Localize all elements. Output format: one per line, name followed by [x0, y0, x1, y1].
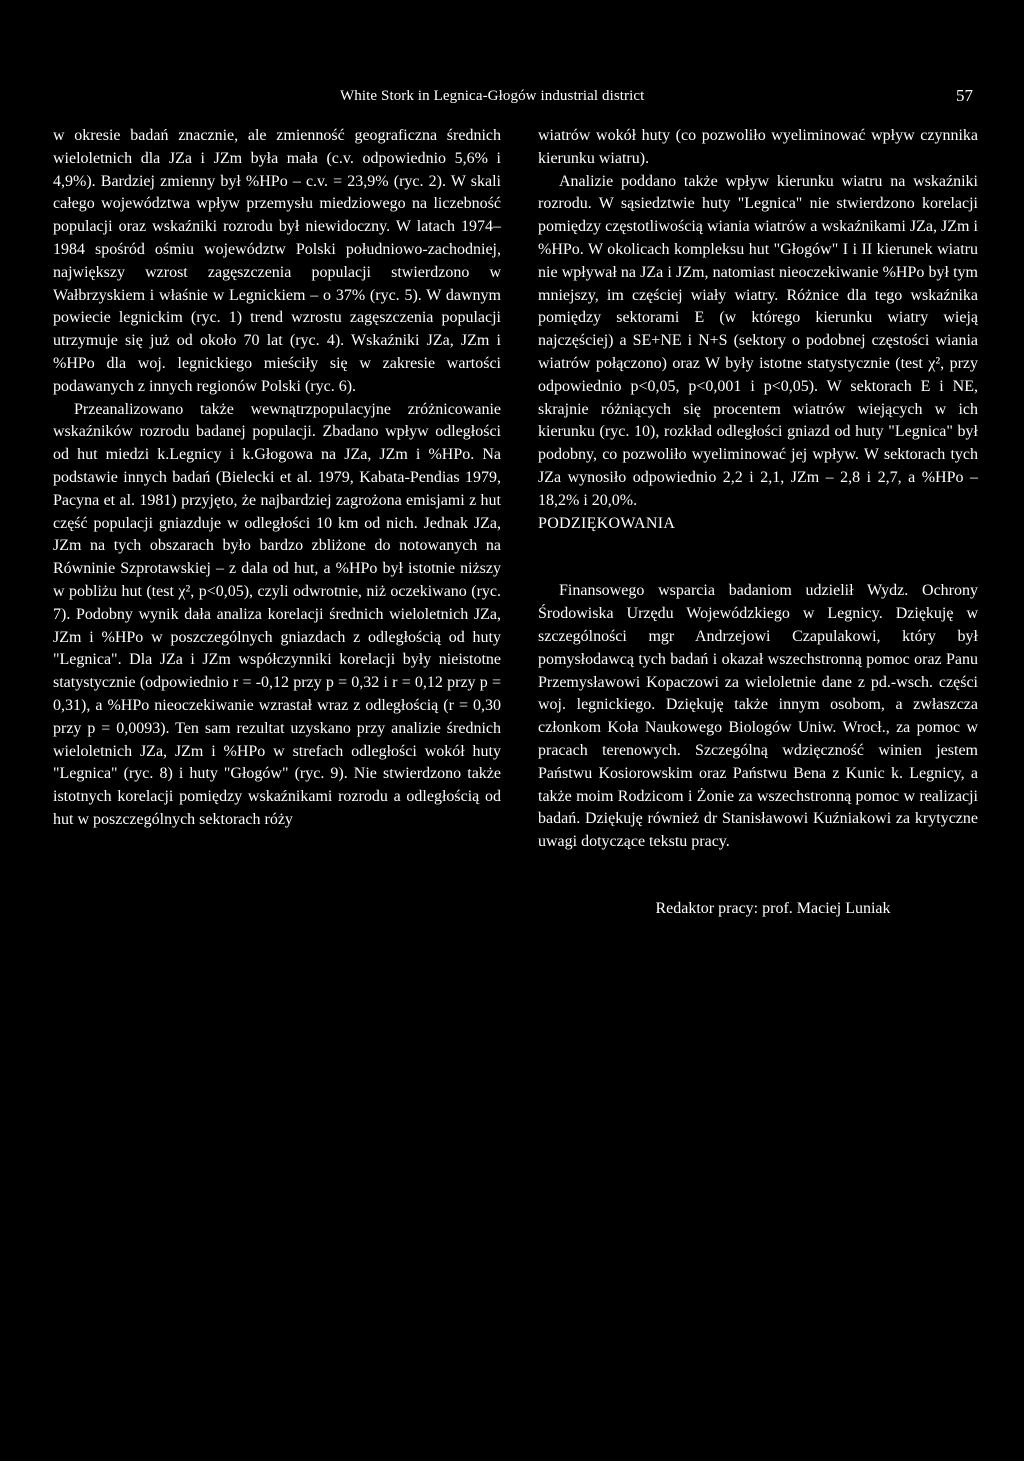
body-paragraph: w okresie badań znacznie, ale zmienność geograficzna średnich wieloletnich dla JZa i JZm była mała (c.v. odpowiednio 5,6% i 4,9%). Bardziej zmienny był %HPo – c.v. = 23,9% (ryc. 2). W skali całego województwa wpływ przemysłu miedziowego na liczebność populacji oraz wskaźniki rozrodu był niewidoczny. W latach 1974–1984 spośród ośmiu województw Polski południowo-zachodniej, największy wzrost zagęszczenia populacji stwierdzono w Wałbrzyskiem i właśnie w Legnickiem – o 37% (ryc. 5). W dawnym powiecie legnickim (ryc. 1) trend wzrostu zagęszczenia populacji utrzymuje się już od około 70 lat (ryc. 4). Wskaźniki JZa, JZm i %HPo dla woj. legnickiego mieściły się w zakresie wartości podawanych z innych regionów Polski (ryc. 6).	[53, 127, 501, 395]
running-head: White Stork in Legnica-Głogów industrial district	[340, 88, 645, 104]
editor-line: Redaktor pracy: prof. Maciej Luniak	[655, 899, 891, 917]
page-number: 57	[956, 86, 973, 105]
section-heading: PODZIĘKOWANIA	[538, 514, 676, 532]
body-paragraph: wiatrów wokół huty (co pozwoliło wyeliminować wpływ czynnika kierunku wiatru).	[538, 127, 978, 167]
acknowledgements-paragraph: Finansowego wsparcia badaniom udzielił Wydz. Ochrony Środowiska Urzędu Wojewódzkiego w Legnicy. Dziękuję w szczególności mgr Andrzejowi Czapulakowi, który był pomysłodawcą tych badań i okazał wszechstronną pomoc oraz Panu Przemysławowi Kopaczowi za wieloletnie dane z pd.-wsch. części woj. legnickiego. Dziękuję także innym osobom, a zwłaszcza członkom Koła Naukowego Biologów Uniw. Wrocł., za pomoc w pracach terenowych. Szczególną wdzięczność winien jestem Państwu Kosiorowskim oraz Państwu Bena z Kunic k. Legnicy, a także moim Rodzicom i Żonie za wszechstronną pomoc w realizacji badań. Dziękuję również dr Stanisławowi Kuźniakowi za krytyczne uwagi dotyczące tekstu pracy.	[538, 582, 978, 851]
body-paragraph: Analizie poddano także wpływ kierunku wiatru na wskaźniki rozrodu. W sąsiedztwie huty "Legnica" nie stwierdzono korelacji pomiędzy częstotliwością wiania wiatrów a wskaźnikami JZa, JZm i %HPo. W okolicach kompleksu hut "Głogów" I i II kierunek wiatru nie wpływał na JZa i JZm, natomiast nieoczekiwanie %HPo był tym mniejszy, im częściej wiały wiatry. Różnice dla tego wskaźnika pomiędzy sektorami E (w którego kierunku wiatry wieją najczęściej) a SE+NE i N+S (sektory o podobnej częstości wiania wiatrów połączono) oraz W były istotne statystycznie (test χ², przy odpowiednio p<0,05, p<0,001 i p<0,05). W sektorach E i NE, skrajnie różniących się procentem wiatrów wiejących w ich kierunku (ryc. 10), rozkład odległości gniazd od huty "Legnica" był podobny, co pozwoliło wyeliminować jej wpływ. W sektorach tych JZa wynosiło odpowiednio 2,2 i 2,1, JZm – 2,8 i 2,7, a %HPo – 18,2% i 20,0%.	[538, 172, 978, 509]
left-column	[53, 125, 501, 832]
body-paragraph: Przeanalizowano także wewnątrzpopulacyjne zróżnicowanie wskaźników rozrodu badanej populacji. Zbadano wpływ odległości od hut miedzi k.Legnicy i k.Głogowa na JZa, JZm i %HPo. Na podstawie innych badań (Bielecki et al. 1979, Kabata-Pendias 1979, Pacyna et al. 1981) przyjęto, że najbardziej zagrożona emisjami z hut część populacji gniazduje w odległości 10 km od nich. Jednak JZa, JZm na tych obszarach było bardzo zbliżone do notowanych na Równinie Szprotawskiej – z dala od hut, a %HPo był istotnie niższy w pobliżu hut (test χ², p<0,05), czyli odwrotnie, niż oczekiwano (ryc. 7). Podobny wynik dała analiza korelacji średnich wieloletnich JZa, JZm i %HPo w poszczególnych gniazdach z odległością od huty "Legnica". Dla JZa i JZm współczynniki korelacji były nieistotne statystycznie (odpowiednio r = -0,12 przy p = 0,32 i r = 0,12 przy p = 0,31), a %HPo nieoczekiwanie wzrastał wraz z odległością (r = 0,30 przy p = 0,0093). Ten sam rezultat uzyskano przy analizie średnich wieloletnich JZa, JZm i %HPo w strefach odległości wokół huty "Legnica" (ryc. 8) i huty "Głogów" (ryc. 9). Nie stwierdzono także istotnych korelacji pomiędzy wskaźnikami rozrodu a odległością od hut w poszczególnych sektorach róży	[53, 400, 501, 828]
right-column	[538, 125, 978, 921]
